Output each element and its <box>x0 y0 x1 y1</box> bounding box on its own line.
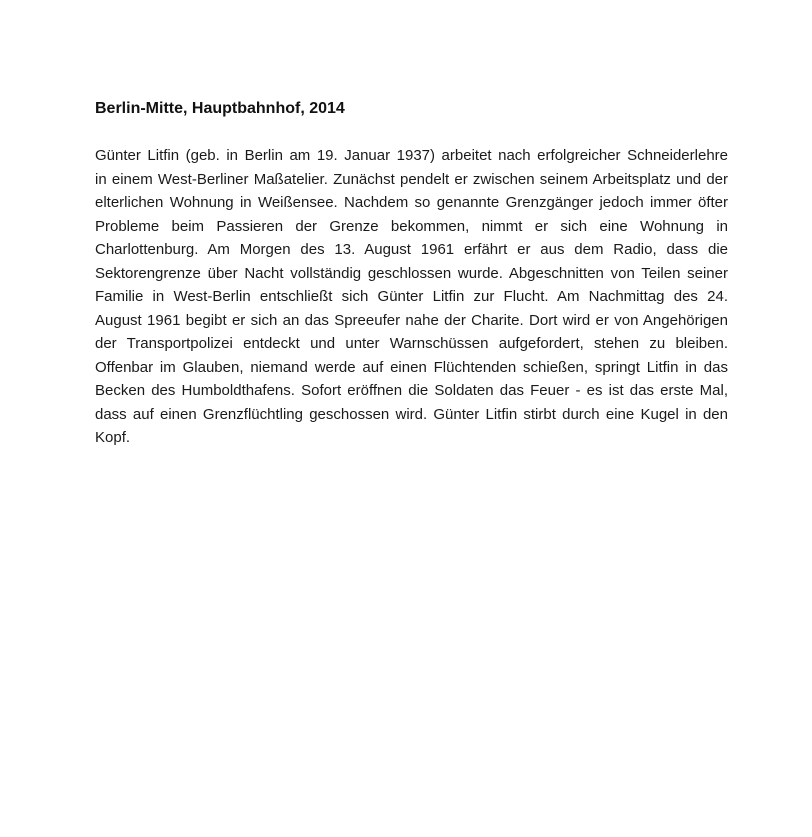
document-paragraph: Günter Litfin (geb. in Berlin am 19. Januar 1937) arbeitet nach erfolgreicher Schneiderlehre in einem West-Berliner Maßatelier. Zunächst pendelt er zwischen seinem Arbeitsplatz und der elterlichen Wohnung in Weißensee. Nachdem so genannte Grenzgänger jedoch immer öfter Probleme beim Passieren der Grenze bekommen, nimmt er sich eine Wohnung in Charlottenburg. Am Morgen des 13. August 1961 erfährt er aus dem Radio, dass die Sektorengrenze über Nacht vollständig geschlossen wurde. Abgeschnitten von Teilen seiner Familie in West-Berlin entschließt sich Günter Litfin zur Flucht. Am Nachmittag des 24. August 1961 begibt er sich an das Spreeufer nahe der Charite. Dort wird er von Angehörigen der Transportpolizei entdeckt und unter Warnschüssen aufgefordert, stehen zu bleiben. Offenbar im Glauben, niemand werde auf einen Flüchtenden schießen, springt Litfin in das Becken des Humboldthafens. Sofort eröffnen die Soldaten das Feuer - es ist das erste Mal, dass auf einen Grenzflüchtling geschossen wird. Günter Litfin stirbt durch eine Kugel in den Kopf. <box>95 147 728 446</box>
document-content <box>95 97 728 450</box>
document-heading: Berlin-Mitte, Hauptbahnhof, 2014 <box>95 100 345 117</box>
